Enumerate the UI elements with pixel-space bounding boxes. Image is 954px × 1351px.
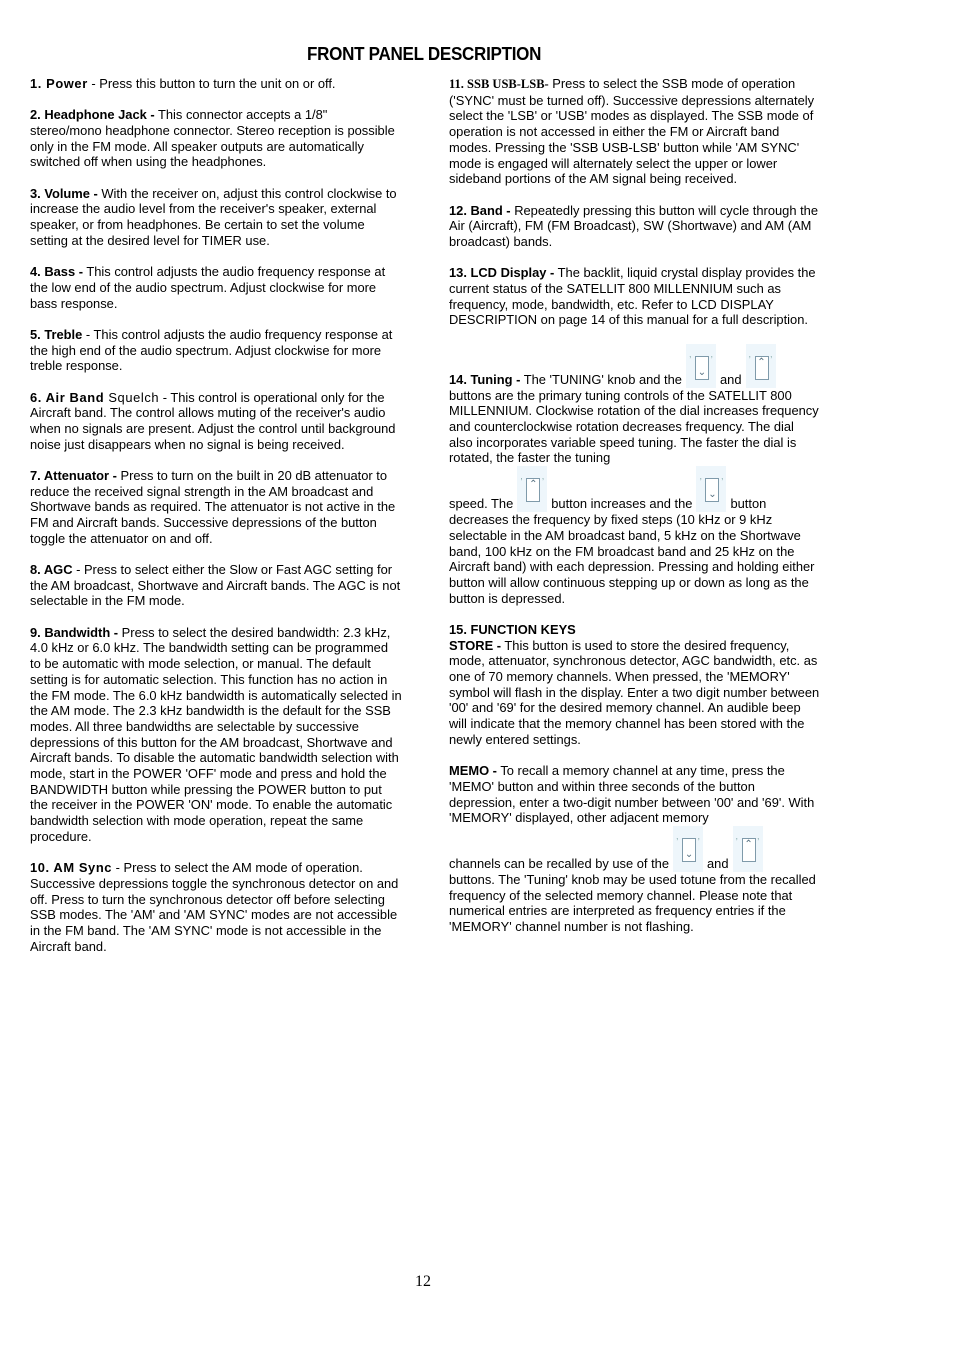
item-volume bbox=[30, 186, 402, 249]
up-arrow-button-icon: , , ⌃ bbox=[733, 826, 763, 872]
item-heading: STORE - bbox=[449, 637, 502, 653]
item-bass bbox=[30, 264, 402, 311]
item-heading: 11. SSB USB-LSB- bbox=[449, 77, 549, 91]
down-arrow-button-icon: , , ⌄ bbox=[696, 466, 726, 512]
item-store bbox=[449, 638, 821, 748]
item-heading: 14. Tuning - bbox=[449, 371, 521, 387]
right-column bbox=[449, 76, 821, 950]
item-text: button bbox=[730, 496, 767, 512]
down-arrow-button-icon: , , ⌄ bbox=[686, 344, 716, 388]
down-arrow-button-icon: , , ⌄ bbox=[673, 826, 703, 872]
item-text: button increases and the bbox=[551, 496, 693, 512]
item-text: decreases the frequency by fixed steps (10 kHz or 9 kHz selectable in the AM broadcast band, 5 kHz on the Shortwave band, 100 kHz on the FM broadcast band and 25 kHz on the Aircraft band) with each depression. Pressing and holding either button will allow continuous stepping up or down as long as the button is depressed. bbox=[449, 512, 815, 606]
page-title: FRONT PANEL DESCRIPTION bbox=[307, 43, 542, 64]
item-attenuator bbox=[30, 468, 402, 547]
item-text: and bbox=[707, 855, 729, 871]
item-text: - This control adjusts the audio frequency response at the high end of the audio spectrum. Adjust clockwise for more treble response. bbox=[30, 326, 393, 374]
item-text: - Press to select either the Slow or Fast AGC setting for the AM broadcast, Shortwave and Aircraft bands. The AGC is not selectable in the FM mode. bbox=[30, 562, 401, 609]
item-subheading: Squelch bbox=[104, 389, 160, 405]
item-text: To recall a memory channel at any time, press the 'MEMO' button and within three seconds of the button depression, enter a two-digit number between '00' and '69'. With 'MEMORY' displayed, other adjacent memory bbox=[449, 763, 815, 826]
item-heading: 10. AM Sync bbox=[30, 860, 113, 876]
item-text: With the receiver on, adjust this control clockwise to increase the audio level from the receiver's speaker, external speaker, or from headphones. Be certain to set the volume setting at the desired level for TIMER use. bbox=[30, 185, 397, 248]
item-heading: 1. Power bbox=[30, 76, 88, 91]
item-headphone-jack bbox=[30, 107, 402, 170]
item-treble bbox=[30, 327, 402, 374]
item-text: buttons are the primary tuning controls of the SATELLIT 800 MILLENNIUM. Clockwise rotation of the dial increases frequency and counterclockwise rotation decreases frequency. The dial also incorporates variable speed tuning. The faster the dial is rotated, the faster the tuning bbox=[449, 387, 819, 466]
item-lcd-display bbox=[449, 265, 821, 328]
item-function-keys bbox=[449, 622, 821, 638]
item-heading: 4. Bass - bbox=[30, 264, 84, 280]
item-text: and bbox=[719, 371, 742, 387]
item-heading: 15. FUNCTION KEYS bbox=[449, 621, 576, 637]
up-arrow-button-icon: , , ⌃ bbox=[746, 344, 776, 388]
item-heading: 9. Bandwidth - bbox=[30, 624, 119, 640]
item-heading: 6. Air Band bbox=[30, 389, 105, 405]
item-text: - Press to select the AM mode of operation. Successive depressions toggle the synchronous detector on and off. Press to turn the synchronous detector off before selecting SSB modes. The 'AM' and 'AM SYNC' modes are not accessible in the FM band. The 'AM SYNC' mode is not accessible in the Aircraft band. bbox=[30, 860, 399, 954]
item-text: This button is used to store the desired frequency, mode, attenuator, synchronous detector, AGC bandwidth, etc. as one of 70 memory channels. When pressed, the 'MEMORY' symbol will flash in the display. Enter a two digit number between '00' and '69' for the desired memory channel. An audible beep will indicate that the memory channel has been stored with the newly entered settings. bbox=[449, 637, 820, 747]
page-number: 12 bbox=[415, 1273, 431, 1290]
item-text: This connector accepts a 1/8" stereo/mono headphone connector. Stereo reception is possible only in the FM mode. All speaker outputs are automatically switched off when using the headphones. bbox=[30, 107, 395, 170]
item-text: Press to turn on the built in 20 dB attenuator to reduce the received signal strength in the AM broadcast and Shortwave bands as required. The attenuator is not active in the FM and Aircraft bands. Successive depressions of the button toggle the attenuator on and off. bbox=[30, 467, 396, 546]
item-text: Repeatedly pressing this button will cycle through the Air (Aircraft), FM (FM Broadcast), SW (Shortwave) and AM (AM broadcast) bands. bbox=[449, 202, 819, 249]
item-ssb-usb-lsb bbox=[449, 76, 821, 187]
item-text: - Press this button to turn the unit on or off. bbox=[87, 76, 336, 91]
item-heading: 8. AGC bbox=[30, 562, 73, 578]
up-arrow-button-icon: , , ⌃ bbox=[517, 466, 547, 512]
item-air-band-squelch bbox=[30, 390, 402, 453]
item-text: This control adjusts the audio frequency response at the low end of the audio spectrum. Adjust clockwise for more bass response. bbox=[30, 264, 386, 311]
item-heading: 13. LCD Display - bbox=[449, 265, 555, 281]
item-text: buttons. The 'Tuning' knob may be used totune from the recalled frequency of the selected memory channel. Please note that numerical entries are interpreted as frequency entries if the 'MEMORY' channel number is not flashing. bbox=[449, 871, 816, 935]
item-heading: MEMO - bbox=[449, 763, 497, 779]
item-band bbox=[449, 203, 821, 250]
item-text: - This control is operational only for the Aircraft band. The control allows muting of the receiver's audio when no signals are present. Adjust the control until background noise just disappears when no signal is being received. bbox=[30, 389, 396, 452]
item-text: Press to select the desired bandwidth: 2.3 kHz, 4.0 kHz or 6.0 kHz. The bandwidth setting can be programmed to be automatic with mode selection, or manual. The default setting is for automatic selection. This function has no action in the FM mode. The 6.0 kHz bandwidth is automatically selected in the AM mode. The 2.3 kHz bandwidth is the default for the SSB modes. All three bandwidths are selectable by successive depressions of this button for the AM broadcast, Shortwave and Aircraft bands. To disable the automatic bandwidth selection with mode, start in the POWER 'OFF' mode and press and hold the BANDWIDTH button while pressing the POWER button to put the receiver in the POWER 'ON' mode. To enable the automatic bandwidth selection with mode operation, repeat the same procedure. bbox=[30, 624, 402, 844]
item-text: channels can be recalled by use of the bbox=[449, 855, 670, 871]
item-text: speed. The bbox=[449, 496, 514, 512]
item-heading: 5. Treble bbox=[30, 326, 83, 342]
left-column bbox=[30, 76, 402, 970]
item-text: The backlit, liquid crystal display provides the current status of the SATELLIT 800 MILLENNIUM such as frequency, mode, bandwidth, etc. Refer to LCD DISPLAY DESCRIPTION on page 14 of this manual for a full description. bbox=[449, 265, 816, 328]
item-agc bbox=[30, 562, 402, 609]
item-heading: 7. Attenuator - bbox=[30, 467, 117, 483]
item-tuning bbox=[449, 344, 821, 607]
item-heading: 2. Headphone Jack - bbox=[30, 107, 155, 123]
item-am-sync bbox=[30, 860, 402, 954]
item-text: Press to select the SSB mode of operation ('SYNC' must be turned off). Successive depressions alternately select the 'LSB' or 'USB' modes as displayed. The SSB mode of operation is not accessed in either the FM or Aircraft band modes. Pressing the 'SSB USB-LSB' button while 'AM SYNC' mode is engaged will alternately select the upper or lower sideband portions of the AM signal being received. bbox=[449, 76, 815, 187]
item-power bbox=[30, 76, 402, 92]
item-heading: 3. Volume - bbox=[30, 185, 98, 201]
item-bandwidth bbox=[30, 625, 402, 845]
item-text: The 'TUNING' knob and the bbox=[520, 371, 682, 387]
item-memo bbox=[449, 763, 821, 935]
item-heading: 12. Band - bbox=[449, 202, 511, 218]
